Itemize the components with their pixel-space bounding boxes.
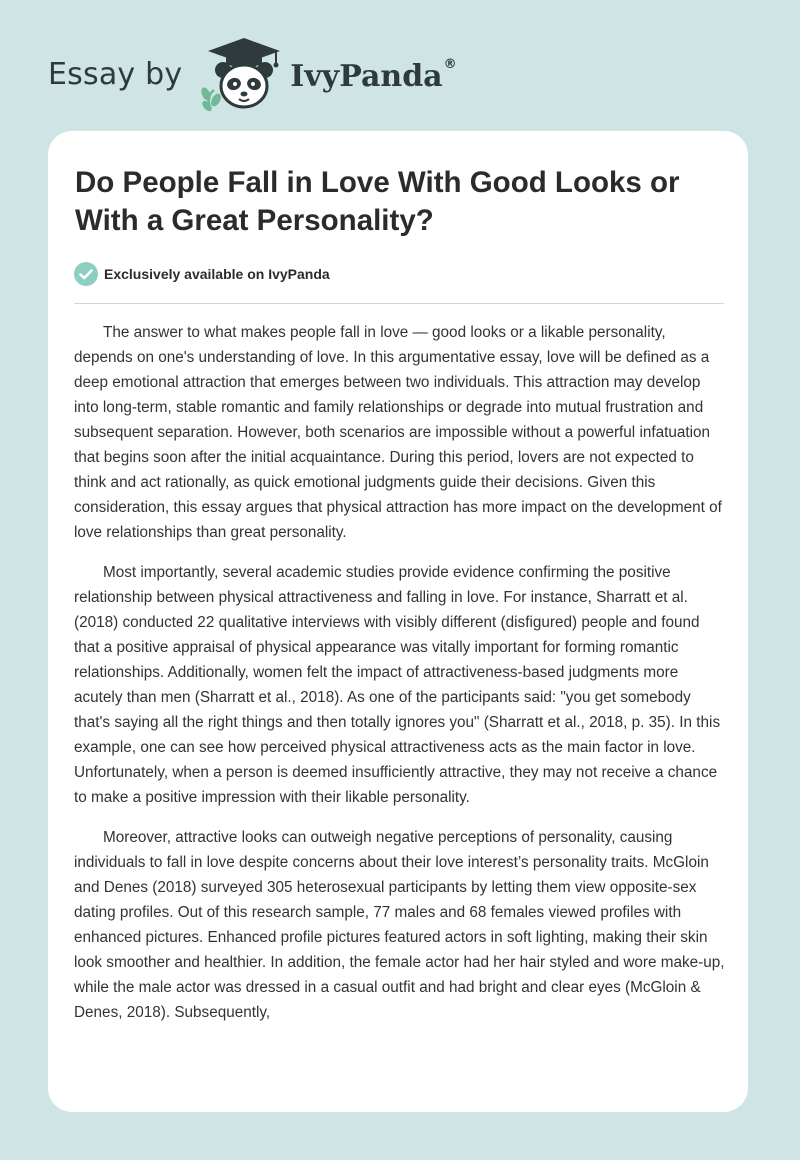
paragraph-1: The answer to what makes people fall in love — good looks or a likable personality, depends on one's understanding of love. In this argumentative essay, love will be defined as a deep emotional attraction that emerges between two individuals. This attraction may develop into long-term, stable romantic and family relationships or degrade into mutual frustration and subsequent separation. However, both scenarios are impossible without a powerful infatuation that begins soon after the initial acquaintance. During this period, lovers are not expected to think and act rationally, as quick emotional judgments guide their decisions. Given this consideration, this essay argues that physical attraction has more impact on the development of love relationships than great personality.: [74, 324, 722, 541]
essay-title: Do People Fall in Love With Good Looks or With a Great Personality?: [75, 166, 680, 237]
title-divider: [74, 303, 724, 304]
brand-name: [290, 56, 457, 94]
paragraph-2: Most importantly, several academic studies provide evidence confirming the positive relationship between physical attractiveness and falling in love. For instance, Sharratt et al. (2018) conducted 22 qualitative interviews with visibly different (disfigured) people and found that a positive appraisal of physical appearance was vitally important for forming romantic relationships. Additionally, women felt the impact of attractiveness-based judgments more acutely than men (Sharratt et al., 2018). As one of the participants said: "you get somebody that's saying all the right things and then totally ignores you" (Sharratt et al., 2018, p. 35). In this example, one can see how perceived physical attractiveness acts as the main factor in love. Unfortunately, when a person is deemed insufficiently attractive, they may not receive a chance to make a positive impression with their likable personality.: [74, 564, 721, 806]
brand-prefix: Essay by: [48, 56, 183, 92]
brand-header[interactable]: [48, 34, 457, 114]
exclusive-badge: [74, 262, 330, 286]
essay-body: [74, 320, 726, 1040]
panda-graduation-cap-icon: [196, 34, 286, 114]
essay-card: [48, 131, 748, 1112]
registered-mark: ®: [443, 56, 457, 72]
paragraph-3: Moreover, attractive looks can outweigh negative perceptions of personality, causing individuals to fall in love despite concerns about their love interest’s personality traits. McGloin and Denes (2018) surveyed 305 heterosexual participants by letting them view opposite-sex dating profiles. Out of this research sample, 77 males and 68 females viewed profiles with enhanced pictures. Enhanced profile pictures featured actors in soft lighting, making their skin look smoother and healthier. In addition, the female actor had her hair styled and wore make-up, while the male actor was dressed in a casual outfit and had bright and clear eyes (McGloin & Denes, 2018). Subsequently,: [74, 829, 725, 1021]
check-circle-icon: [74, 262, 98, 286]
exclusive-badge-label: Exclusively available on IvyPanda: [104, 266, 330, 282]
brand-name-text: IvyPanda: [290, 58, 443, 94]
